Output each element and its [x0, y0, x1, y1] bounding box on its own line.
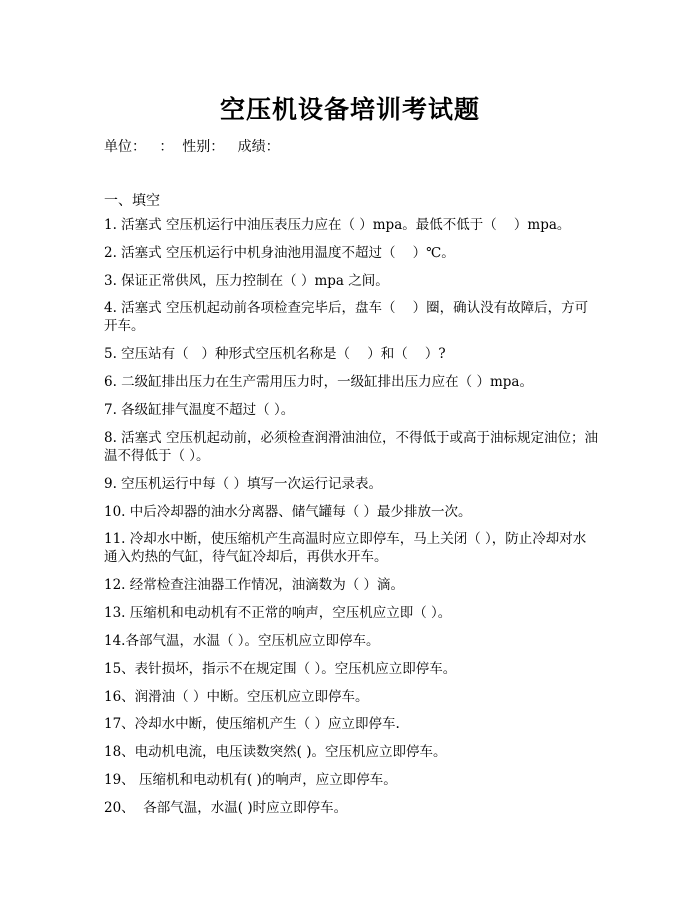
document-title: 空压机设备培训考试题	[219, 95, 480, 124]
question-list	[104, 216, 598, 827]
question-item: 15、表针损坏，指示不在规定围（ ）。空压机应立即停车。	[104, 660, 457, 677]
question-item: 16、润滑油（ ）中断。空压机应立即停车。	[104, 688, 369, 705]
section-heading: 一、填空	[104, 193, 160, 209]
question-item: 19、 压缩机和电动机有( )的响声，应立即停车。	[104, 771, 397, 788]
question-item: 3. 保证正常供风，压力控制在（ ）mpa 之间。	[104, 272, 389, 289]
question-item: 6. 二级缸排出压力在生产需用压力时，一级缸排出压力应在（ ）mpa。	[104, 374, 533, 391]
question-item: 5. 空压站有（ ）种形式空压机名称是（ ）和（ ）?	[104, 346, 446, 363]
question-item: 11. 冷却水中断，使压缩机产生高温时应立即停车，马上关闭（ ），防止冷却对水通入灼热的气缸，待气缸冷却后，再供水开车。	[104, 531, 587, 566]
question-item: 9. 空压机运行中每（ ）填写一次运行记录表。	[104, 475, 382, 492]
question-item: 10. 中后冷却器的油水分离器、储气罐每（ ）最少排放一次。	[104, 503, 472, 520]
question-item: 17、冷却水中断，使压缩机产生（ ）应立即停车.	[104, 716, 400, 733]
info-line: 单位： ： 性别： 成绩：	[104, 139, 280, 155]
question-item: 4. 活塞式 空压机起动前各项检查完毕后，盘车（ ）圈，确认没有故障后，方可开车。	[104, 300, 589, 335]
question-item: 14.各部气温，水温（ ）。空压机应立即停车。	[104, 632, 380, 649]
question-item: 13. 压缩机和电动机有不正常的响声，空压机应立即（ ）。	[104, 605, 452, 622]
question-item: 20、 各部气温，水温( )时应立即停车。	[104, 799, 348, 816]
question-item: 8. 活塞式 空压机起动前，必须检查润滑油油位，不得低于或高于油标规定油位；油温不得低于（ ）。	[104, 429, 598, 464]
question-item: 18、电动机电流，电压读数突然( )。空压机应立即停车。	[104, 744, 447, 761]
question-item: 12. 经常检查注油器工作情况，油滴数为（ ）滴。	[104, 577, 405, 594]
question-item: 7. 各级缸排气温度不超过（ ）。	[104, 401, 295, 418]
question-item: 1. 活塞式 空压机运行中油压表压力应在（ ）mpa。最低不低于（ ）mpa。	[104, 217, 571, 233]
question-item: 2. 活塞式 空压机运行中机身油池用温度不超过（ ）℃。	[104, 244, 455, 261]
